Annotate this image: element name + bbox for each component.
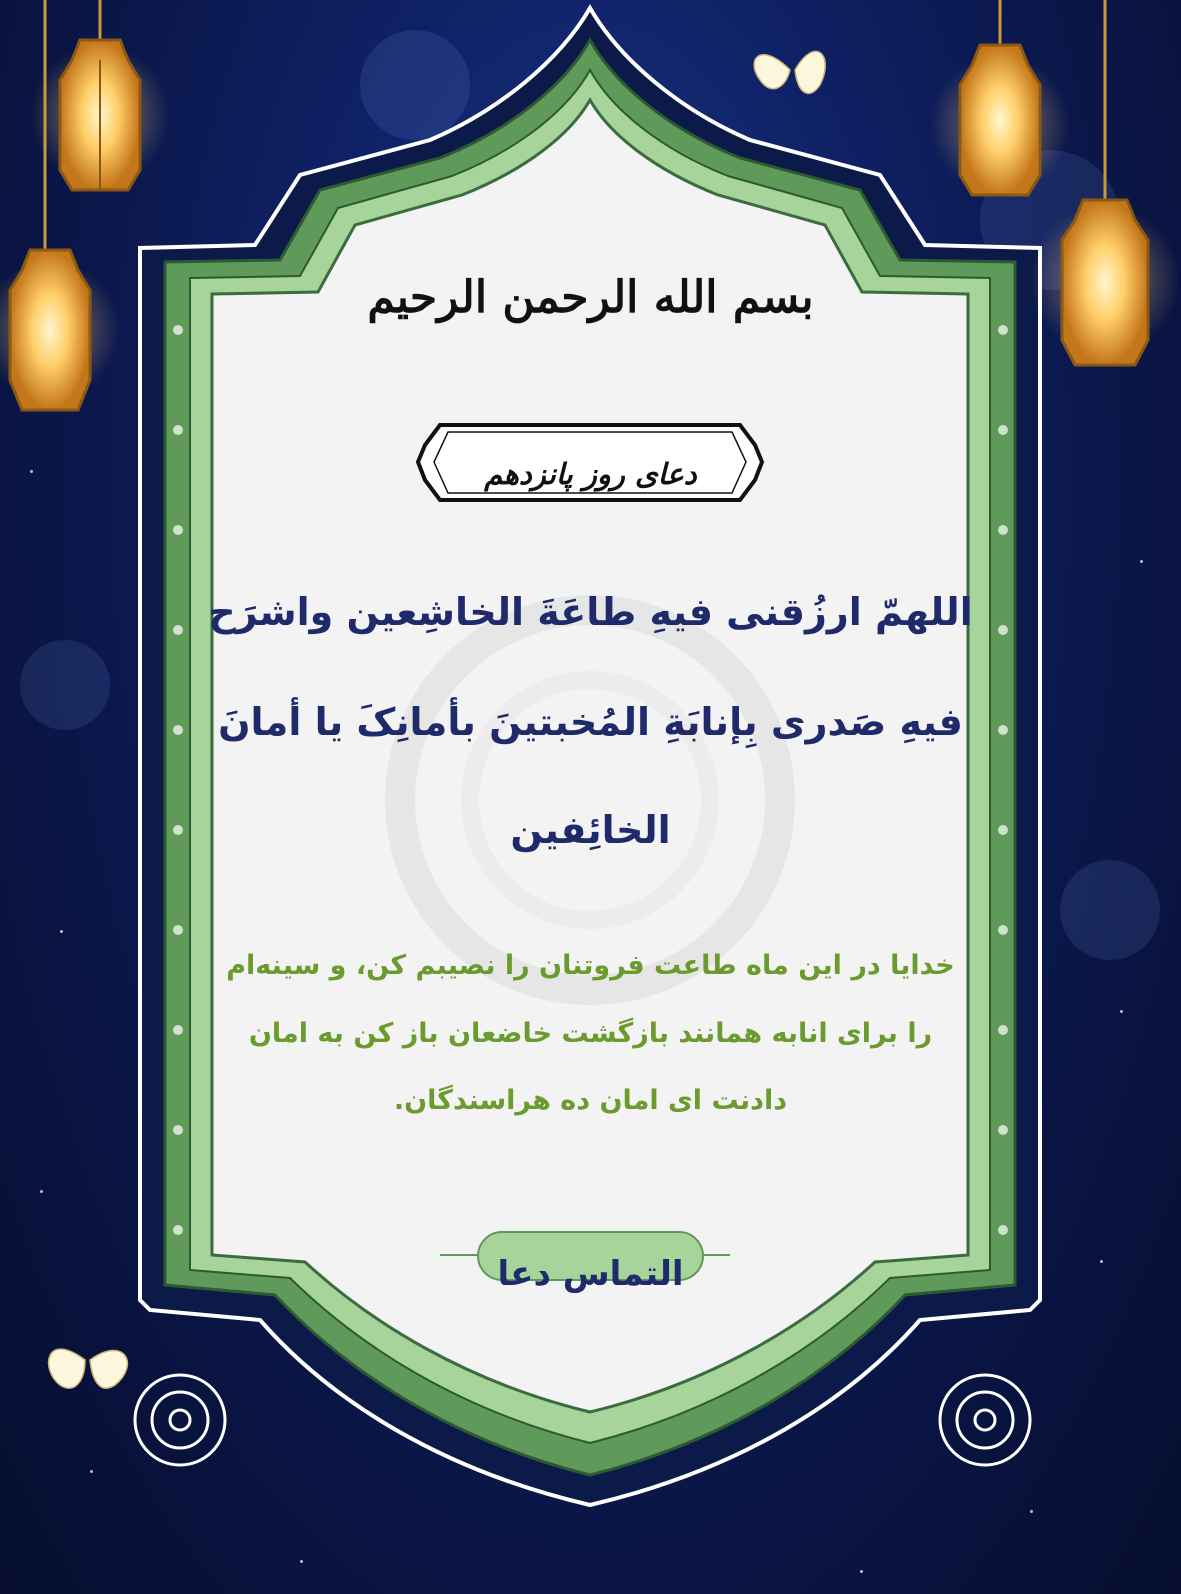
butterfly-icon: [49, 1349, 128, 1388]
persian-translation-line: خدایا در این ماه طاعت فروتنان را نصیبم کن، و سینه‌ام: [226, 950, 955, 981]
page-title: دعای روز پانزدهم: [484, 457, 697, 491]
lantern-icon: [30, 0, 170, 190]
arabic-prayer-line: اللهمّ ارزُقنی فیهِ طاعَةَ الخاشِعین واشرَح: [208, 590, 973, 634]
footer-text: التماس دعا: [497, 1254, 684, 1294]
lantern-icon: [930, 0, 1070, 195]
butterfly-icon: [754, 51, 825, 93]
persian-translation-line: را برای انابه همانند بازگشت خاضعان باز کن به امان: [248, 1018, 933, 1049]
arabic-prayer-line: فیهِ صَدری بِإنابَةِ المُخبتینَ بأمانِکَ یا أمانَ: [218, 700, 963, 744]
ornament-icon: [940, 1375, 1030, 1465]
arabic-prayer-line: الخائِفین: [510, 808, 671, 852]
ornament-icon: [135, 1375, 225, 1465]
basmala-calligraphy: بسم الله الرحمن الرحیم: [367, 272, 814, 323]
persian-translation-line: دادنت ای امان ده هراسندگان.: [393, 1085, 788, 1116]
